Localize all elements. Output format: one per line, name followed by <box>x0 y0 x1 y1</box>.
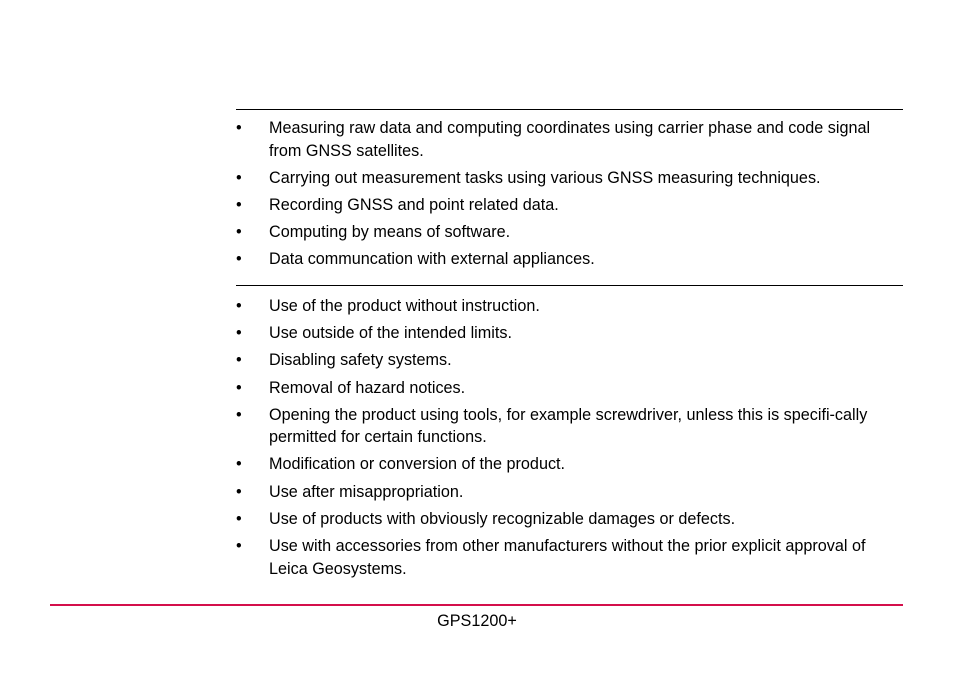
list-item-text: Data communcation with external appliances. <box>269 250 595 269</box>
bullet-icon: • <box>236 509 242 528</box>
list-item <box>236 167 906 190</box>
footer-divider <box>50 604 903 606</box>
bullet-icon: • <box>236 537 242 555</box>
bullet-icon: • <box>236 378 242 397</box>
list-item <box>236 322 906 345</box>
bullet-icon: • <box>236 455 242 474</box>
bullet-icon: • <box>236 195 242 214</box>
list-item-text: Computing by means of software. <box>269 223 511 242</box>
bullet-icon: • <box>236 297 242 315</box>
list-item <box>236 117 906 162</box>
section-divider-middle <box>236 285 903 286</box>
bullet-icon: • <box>236 351 242 370</box>
list-item-text: Opening the product using tools, for example screwdriver, unless this is specifi-cally permitted for certain functions. <box>269 405 868 447</box>
list-item <box>236 194 906 217</box>
list-item-text: Removal of hazard notices. <box>269 378 466 397</box>
list-item <box>236 221 906 244</box>
list-item-text: Modification or conversion of the product. <box>269 455 566 474</box>
list-item <box>236 248 906 271</box>
list-item <box>236 295 906 318</box>
list-item-text: Recording GNSS and point related data. <box>269 195 559 214</box>
list-item <box>236 535 906 580</box>
bullet-icon: • <box>236 405 242 424</box>
list-item <box>236 453 906 476</box>
list-item-text: Use with accessories from other manufacturers without the prior explicit approval of Leica Geosystems. <box>269 537 866 578</box>
list-item-text: Use after misappropriation. <box>269 482 464 501</box>
list-item-text: Use of products with obviously recognizable damages or defects. <box>269 509 736 528</box>
list-item <box>236 349 906 372</box>
list-item <box>236 377 906 400</box>
bullet-icon: • <box>236 119 242 137</box>
list-item-text: Measuring raw data and computing coordinates using carrier phase and code signal from GNSS satellites. <box>269 119 871 160</box>
section-divider-top <box>236 109 903 110</box>
bullet-icon: • <box>236 482 242 501</box>
footer-product-name: GPS1200+ <box>437 612 517 630</box>
list-item-text: Disabling safety systems. <box>269 351 452 370</box>
list-item <box>236 404 906 449</box>
list-item-text: Use of the product without instruction. <box>269 297 540 315</box>
intended-use-list <box>236 117 906 275</box>
list-item <box>236 508 906 531</box>
bullet-icon: • <box>236 223 242 242</box>
misuse-list <box>236 295 906 585</box>
bullet-icon: • <box>236 168 242 187</box>
list-item-text: Carrying out measurement tasks using various GNSS measuring techniques. <box>269 168 821 187</box>
list-item <box>236 481 906 504</box>
bullet-icon: • <box>236 250 242 269</box>
list-item-text: Use outside of the intended limits. <box>269 324 512 343</box>
bullet-icon: • <box>236 324 242 343</box>
